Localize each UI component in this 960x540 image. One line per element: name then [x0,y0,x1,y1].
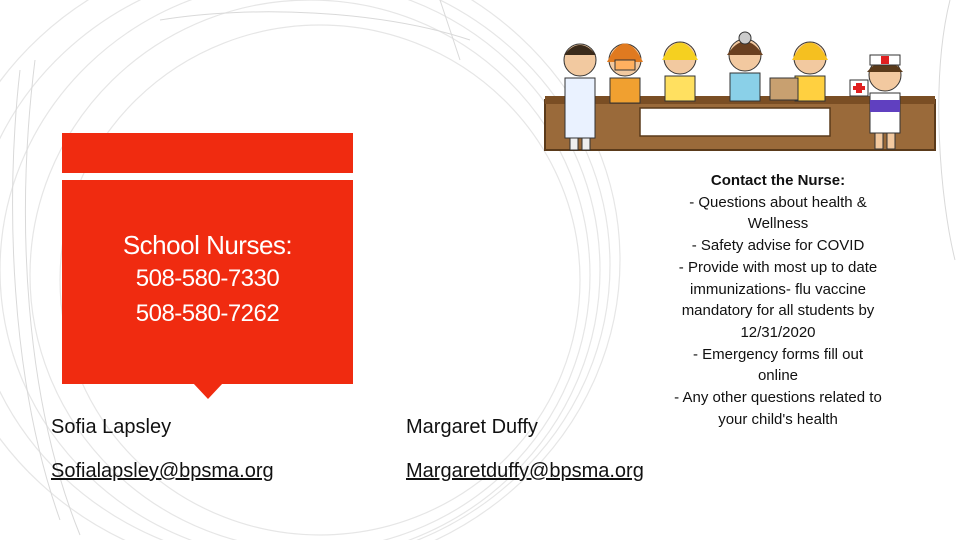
contact-the-nurse-info [648,170,908,430]
nurse-name-sofia: Sofia Lapsley [51,416,172,438]
contact-line: online [757,367,799,385]
phone-number-1: 508-580-7330 [135,265,280,292]
nurse-name-margaret: Margaret Duffy [406,416,538,438]
nurse-email-sofia[interactable]: Sofialapsley@bpsma.org [51,460,274,482]
contact-line: immunizations- flu vaccine [690,280,866,298]
contact-line: - Emergency forms fill out [692,345,864,363]
nurse-email-margaret[interactable]: Margaretduffy@bpsma.org [406,460,644,482]
school-nurses-title: School Nurses: [122,230,293,260]
contact-line: - Any other questions related to [674,389,882,407]
nurses-clipart-image [530,0,940,160]
red-header-bar [62,133,353,173]
contact-line: 12/31/2020 [740,323,816,341]
contact-line: Wellness [747,215,809,233]
contact-line: - Provide with most up to date [678,258,878,276]
phone-number-2: 508-580-7262 [135,300,280,327]
contact-line: your child's health [718,410,838,428]
contact-line: - Safety advise for COVID [691,237,865,255]
contact-line: mandatory for all students by [681,302,875,320]
contact-heading: Contact the Nurse: [710,172,846,189]
callout-pointer [193,383,223,399]
contact-line: - Questions about health & [689,193,867,211]
